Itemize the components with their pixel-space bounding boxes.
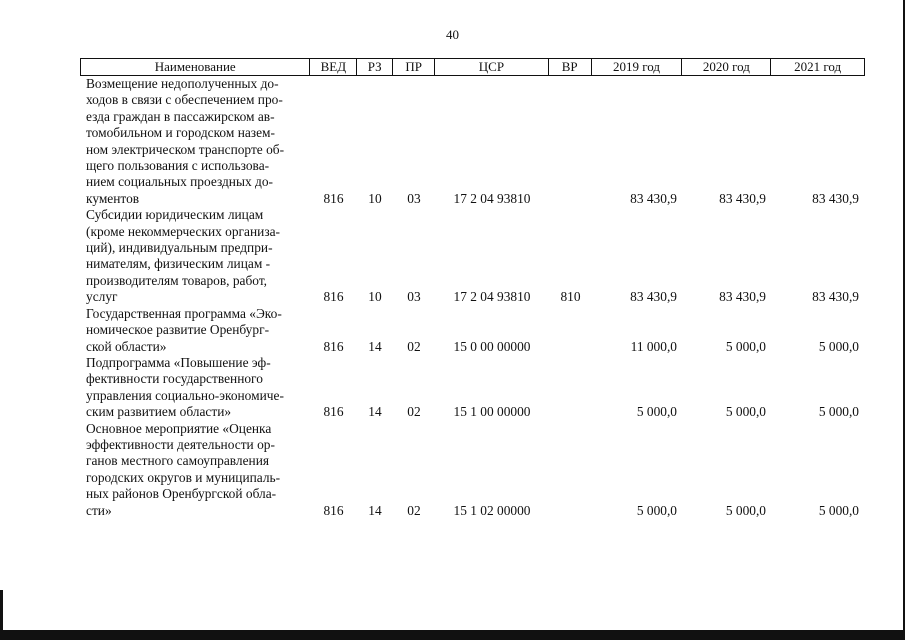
row-name-line: ном электрическом транспорте об- — [86, 141, 285, 157]
row-2020: 5 000,0 — [725, 338, 766, 354]
table-row — [80, 76, 865, 207]
row-name-line: фективности государственного — [86, 371, 263, 387]
row-name-line: ных районов Оренбургской обла- — [86, 486, 277, 502]
row-rz: 14 — [368, 502, 382, 518]
row-name-line: ской области» — [86, 338, 167, 354]
row-vr: 810 — [560, 289, 581, 305]
row-pr: 02 — [407, 404, 421, 420]
row-name-line: услуг — [86, 289, 118, 305]
row-2021: 5 000,0 — [818, 404, 859, 420]
row-name-line: нием социальных проездных до- — [86, 174, 273, 190]
row-rz: 10 — [368, 190, 382, 206]
row-2021: 5 000,0 — [818, 502, 859, 518]
row-name-line: Возмещение недополученных до- — [86, 76, 279, 91]
row-2021: 5 000,0 — [818, 338, 859, 354]
row-name-line: езда граждан в пассажирском ав- — [86, 108, 275, 124]
row-name-line: нимателям, физическим лицам - — [86, 256, 271, 272]
header-2021: 2021 год — [794, 59, 842, 74]
row-name — [80, 306, 310, 355]
row-rz: 14 — [368, 404, 382, 420]
row-2021: 83 430,9 — [812, 289, 859, 305]
row-name-line: производителям товаров, работ, — [86, 272, 268, 288]
row-name — [80, 76, 310, 207]
table-row — [80, 421, 865, 519]
table-row — [80, 207, 865, 305]
table-header — [80, 58, 865, 76]
header-vr: ВР — [549, 59, 592, 75]
row-name-line: городских округов и муниципаль- — [86, 469, 281, 485]
row-name-line: Государственная программа «Эко- — [86, 305, 282, 321]
header-2019: 2019 год — [592, 59, 683, 75]
row-name-line: ходов в связи с обеспечением про- — [86, 92, 283, 108]
row-name-line: Основное мероприятие «Оценка — [86, 420, 272, 436]
row-csr: 15 1 02 00000 — [453, 502, 531, 518]
row-name-line: кументов — [86, 190, 140, 206]
row-2019: 83 430,9 — [630, 289, 677, 305]
row-csr: 15 1 00 00000 — [453, 404, 531, 420]
row-2020: 83 430,9 — [719, 190, 766, 206]
row-name-line: управления социально-экономиче- — [86, 387, 284, 403]
row-2020: 83 430,9 — [719, 289, 766, 305]
row-csr: 17 2 04 93810 — [453, 190, 531, 206]
row-ved: 816 — [323, 338, 344, 354]
row-2019: 11 000,0 — [630, 338, 677, 354]
page-number: 40 — [446, 27, 459, 42]
header-pr: ПР — [393, 59, 435, 75]
row-pr: 02 — [407, 502, 421, 518]
row-name-line: сти» — [86, 502, 112, 518]
row-name — [80, 355, 310, 421]
row-name-line: номическое развитие Оренбург- — [86, 322, 270, 338]
row-name-line: Субсидии юридическим лицам — [86, 207, 264, 223]
table-body — [80, 76, 865, 519]
row-ved: 816 — [323, 289, 344, 305]
row-name-line: томобильном и городском назем- — [86, 125, 275, 141]
row-name-line: ций), индивидуальным предпри- — [86, 240, 273, 256]
row-name-line: ским развитием области» — [86, 404, 232, 420]
row-2020: 5 000,0 — [725, 502, 766, 518]
header-rz: РЗ — [357, 59, 393, 75]
row-2019: 5 000,0 — [636, 404, 677, 420]
header-name: Наименование — [81, 59, 310, 75]
row-pr: 03 — [407, 289, 421, 305]
row-2019: 83 430,9 — [630, 190, 677, 206]
header-ved: ВЕД — [310, 59, 357, 75]
row-name-line: Подпрограмма «Повышение эф- — [86, 354, 271, 370]
row-name-line: (кроме некоммерческих организа- — [86, 223, 281, 239]
row-name — [80, 207, 310, 305]
row-2021: 83 430,9 — [812, 190, 859, 206]
header-csr: ЦСР — [435, 59, 549, 75]
row-name-line: эффективности деятельности ор- — [86, 436, 275, 452]
row-ved: 816 — [323, 404, 344, 420]
row-2019: 5 000,0 — [636, 502, 677, 518]
row-rz: 10 — [368, 289, 382, 305]
page-bottom-edge — [0, 630, 905, 640]
row-rz: 14 — [368, 338, 382, 354]
row-ved: 816 — [323, 190, 344, 206]
row-csr: 17 2 04 93810 — [453, 289, 531, 305]
page-left-edge — [0, 590, 3, 630]
row-csr: 15 0 00 00000 — [453, 338, 531, 354]
table-row — [80, 355, 865, 421]
row-pr: 02 — [407, 338, 421, 354]
row-ved: 816 — [323, 502, 344, 518]
row-name-line: ганов местного самоуправления — [86, 453, 270, 469]
header-2020: 2020 год — [682, 59, 771, 75]
row-name — [80, 421, 310, 519]
row-2020: 5 000,0 — [725, 404, 766, 420]
row-name-line: щего пользования с использова- — [86, 158, 270, 174]
row-pr: 03 — [407, 190, 421, 206]
table-row — [80, 306, 865, 355]
